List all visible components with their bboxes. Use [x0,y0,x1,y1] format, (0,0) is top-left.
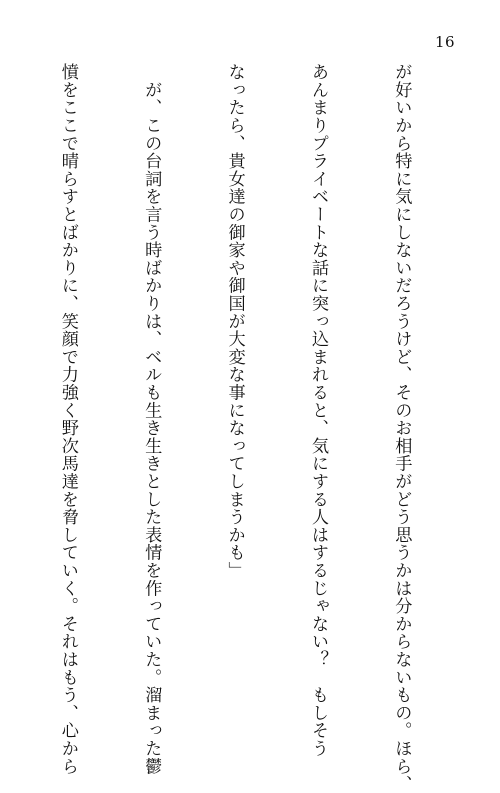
text-line: が、この台詞を言う時ばかりは、ベルも生き生きとした表情を作っていた。溜まった鬱 [141,63,162,775]
text-line: 憤をここで晴らすとばかりに、笑顔で力強く野次馬達を脅していく。それはもう、心から [57,63,78,775]
text-line: なったら、貴女達の御家や御国が大変な事になってしまうかも」 [224,63,245,580]
page-number: 16 [435,33,456,51]
text-line: が好いから特に気にしないだろうけど、そのお相手がどう思うかは分からないもの。ほら、 [391,63,412,793]
text-line: あんまりプライベートな話に突っ込まれると、気にする人はするじゃない？ もしそう [308,63,329,758]
body-text [30,63,470,793]
